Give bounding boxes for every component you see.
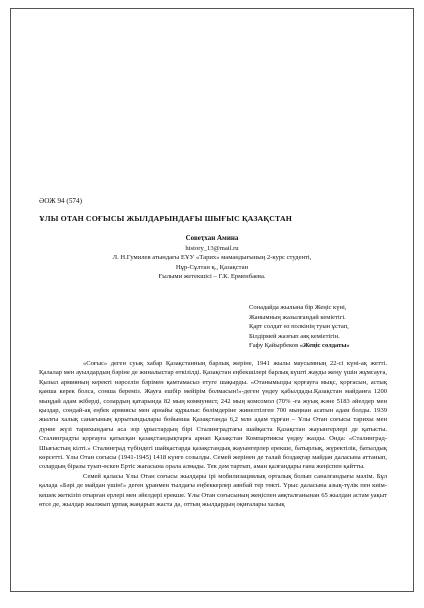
author-name: Совеҭхан Амина — [185, 234, 239, 242]
epigraph-source-title: «Жеңіс солдаты» — [299, 342, 350, 349]
epigraph-line: Қарт солдат өз полкінің туын ұстап, — [249, 323, 349, 330]
article-body — [39, 359, 387, 510]
body-paragraph: «Соғыс» деген суық хабар Қазақстанның барлық жеріне, 1941 жылы маусымның 22-сі күні-ақ жетті. Қалалар мен ауылдардың бәріне де жиналыстар өткізілді. Қазақстан еңбекшілері барлық күшті жауды жеңу үшін жұмсауға, Қызыл армияның керекті нәрселін бәрімен қамтамасыз етуге шақырды. «Отанымызды қорғауға мықс, қорғасын, астық қанша керек болса, сонша береміз. Жауға ешбір мейірім болмасын!»-деген үндеу қабылдады.Қазақстан майданға 1200 мыңдай адам жіберді, солардың қатарында 82 мың коммунист, 242 мың комсомол (70% -ға жуық және 5183 әйелдер мен қыздар, сондай-ақ еңбек армиясы мен арнайы құрылыс бөлімдеріне жинелтілген 700 мыңнан асатын адам болды. 1939 жылғы халық санағының қорытындылары бойынша Қазақстанда 6,2 млн адам тұрған – Ұлы Отан соғысы тарихы мен дүние жүзі тарихындағы аса зор ұрыстардың бірі Сталинградтағы шайқаста Қазақстан жауынгерлері де қатысты. Сталинградты қорғауға қатысқан қазақстандықтарға арнап Қазақстан Компартиясы үндеу жазды. Онда: «Сталинград-Шығыстың кілті.» Сталинград түбіндегі шайқастарда қазақстандық жауынгерлер ерекше, батырлық, жүректілік, батылдық көрсетті. Ұлы Отан соғысы (1941-1945) 1418 күнге созылды. Семей жерінен де талай боздақтар майдан даласына аттанып, солардың біразы туып-өскен Ертіс жағасына орала алмады. Тек дәм тартып, аман қалғандары ғана жеңіспен қайтты. — [39, 360, 387, 471]
epigraph-source — [249, 341, 350, 351]
epigraph-source-author: Ғафу Қайырбеков — [249, 342, 300, 349]
epigraph-line: Жанымның жазылғандай кеміетігі. — [249, 313, 346, 321]
supervisor: Ғылыми жетекшісі – Г.К. Ерменбаева. — [158, 273, 266, 281]
body-paragraph: Семей қаласы Ұлы Отан соғысы жылдары ірі мобилизациялық орталық болып саналғандығы мәлім. Бұл қалада «Бәрі де майдан үшін!» деген ұранмен тылдағы еңбеккерлер аянбай тер төкті. Үрыс даласына азық-түлік пен киім-кешек жеткізіп отырған ерлері мен әйелдері ерекше. Ұлы Отан соғысының жеңіспен аяқталғанынан 65 жылдан астам уақыт өтсе де, жылдар жылжып ұрпақ жаңарып жаста да, оттың жылдардың оқиғалары халық — [39, 472, 387, 509]
document-page — [10, 8, 414, 592]
author-email: history_13@mail.ru — [185, 244, 239, 252]
article-title: ҰЛЫ ОТАН СОҒЫСЫ ЖЫЛДАРЫНДАҒЫ ШЫҒЫС ҚАЗАҚСТАН — [39, 214, 292, 223]
author-block — [11, 234, 413, 282]
author-city: Нұр-Сұлтан қ., Қазақстан — [175, 263, 249, 271]
epigraph-line: Сонадайда жылына бір Жеңіс күні, — [249, 304, 347, 311]
epigraph-line: Білдірмей жазғып аяқ кеміетігін. — [249, 332, 340, 340]
author-affiliation: Л. Н.Гумилев атындағы ЕҰУ «Тарих» мамандығының 2-курс студенті, — [112, 254, 312, 262]
epigraph — [249, 303, 350, 351]
udc-code: ӘОЖ 94 (574) — [39, 197, 82, 205]
